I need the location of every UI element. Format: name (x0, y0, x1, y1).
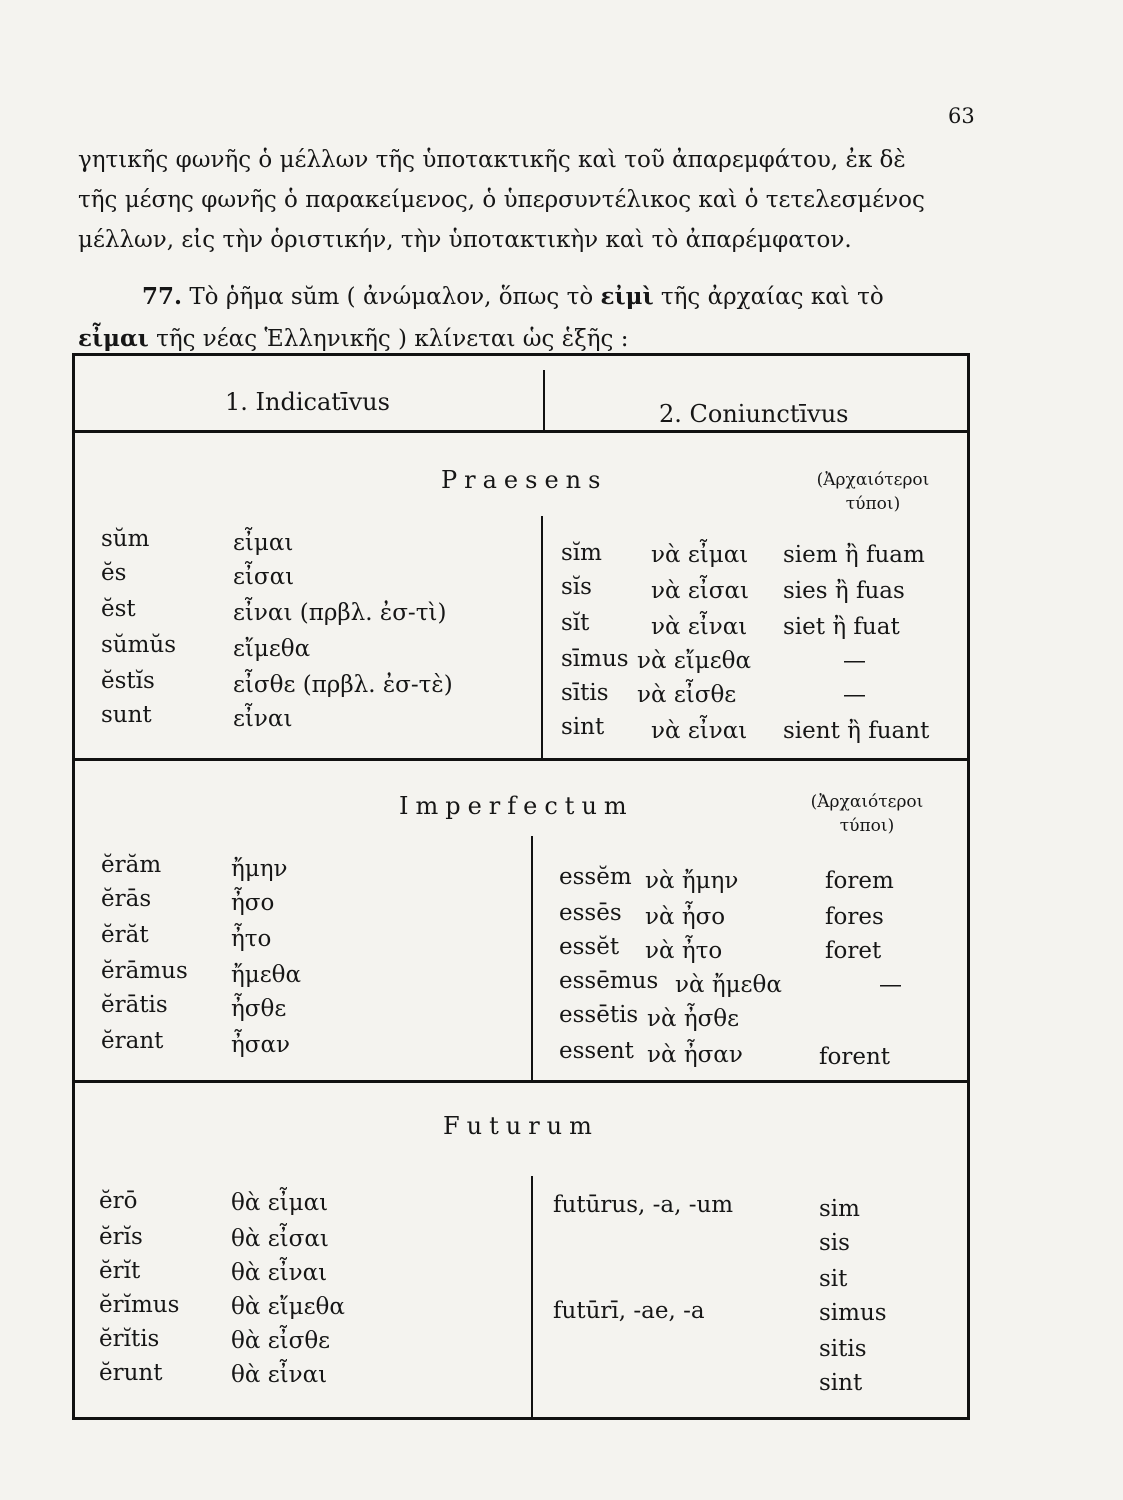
archaic-form: — (843, 682, 866, 708)
note-line: (Ἀρχαιότεροι (816, 470, 930, 490)
archaic-form: sient ἢ fuant (783, 718, 930, 744)
greek-form: ἤμην (231, 856, 288, 882)
greek-form: εἶμαι (233, 530, 294, 556)
header-indicativus: 1. Indicatīvus (225, 388, 390, 416)
bold-term: εἰμὶ (600, 283, 654, 310)
greek-form: θὰ εἶσθε (231, 1328, 331, 1354)
greek-form: ἦσθε (231, 996, 287, 1022)
section-number: 77. (142, 283, 183, 310)
latin-form: ĕrant (101, 1028, 164, 1054)
latin-form: ĕrĭt (99, 1258, 141, 1284)
latin-form: essēmus (559, 968, 659, 994)
archaic-note (793, 468, 953, 516)
latin-form: sĭt (561, 610, 590, 636)
greek-form: θὰ εἶσαι (231, 1226, 329, 1252)
archaic-form: siem ἢ fuam (783, 542, 925, 568)
section-text: Τὸ ῥῆμα sŭm ( ἀνώμαλον, ὅπως τὸ (182, 284, 601, 310)
latin-form: ĕrāmus (101, 958, 188, 984)
latin-form: ĕrĭs (99, 1224, 143, 1250)
greek-form: νὰ εἴμεθα (637, 648, 752, 674)
archaic-form: siet ἢ fuat (783, 614, 900, 640)
note-line: τύποι) (845, 494, 901, 514)
latin-form: essent (559, 1038, 634, 1064)
section-text: τῆς ἀρχαίας καὶ τὸ (653, 284, 884, 310)
greek-form: νὰ ἤμεθα (675, 972, 782, 998)
greek-form: εἶναι (πρβλ. ἐσ-τὶ) (233, 600, 447, 626)
archaic-form: — (879, 972, 902, 998)
latin-form: sīmus (561, 646, 629, 672)
greek-form: νὰ ἤμην (645, 868, 739, 894)
greek-form: εἴμεθα (233, 636, 311, 662)
greek-form: εἶσθε (πρβλ. ἐσ-τὲ) (233, 672, 453, 698)
table-rule (75, 430, 967, 433)
latin-form: ĕstĭs (101, 668, 155, 694)
auxiliary-form: sint (819, 1370, 863, 1396)
latin-form: essēs (559, 900, 622, 926)
greek-form: ἦσο (231, 890, 275, 916)
archaic-note (787, 790, 947, 838)
section-text: τῆς νέας Ἑλληνικῆς ) κλίνεται ὡς ἑξῆς : (148, 326, 629, 352)
section-77-line-2 (78, 325, 978, 352)
auxiliary-form: simus (819, 1300, 887, 1326)
latin-form: essĕm (559, 864, 632, 890)
archaic-form: sies ἢ fuas (783, 578, 905, 604)
section-praesens: Praesens (441, 466, 608, 494)
latin-form: sŭmŭs (101, 632, 177, 658)
greek-form: ἦσαν (231, 1032, 290, 1058)
archaic-form: — (843, 648, 866, 674)
latin-form: essētis (559, 1002, 639, 1028)
participle-form: futūrus, -a, -um (553, 1192, 734, 1218)
latin-form: ĕrăt (101, 922, 149, 948)
greek-form: νὰ εἶναι (651, 614, 748, 640)
latin-form: sint (561, 714, 605, 740)
greek-form: ἦτο (231, 926, 272, 952)
greek-form: εἶναι (233, 706, 293, 732)
greek-form: νὰ ἦσθε (647, 1006, 740, 1032)
column-divider (531, 836, 533, 1080)
section-imperfectum: Imperfectum (399, 792, 634, 820)
conjugation-table (72, 353, 970, 1420)
greek-form: νὰ ἦσαν (647, 1042, 743, 1068)
latin-form: sītis (561, 680, 609, 706)
header-coniunctivus: 2. Coniunctīvus (659, 400, 849, 428)
greek-form: νὰ ἦσο (645, 904, 726, 930)
greek-form: νὰ εἶναι (651, 718, 748, 744)
archaic-form: forent (819, 1044, 891, 1070)
latin-form: sĭm (561, 540, 602, 566)
latin-form: ĕrĭmus (99, 1292, 180, 1318)
auxiliary-form: sis (819, 1230, 850, 1256)
greek-form: νὰ εἶσθε (637, 682, 737, 708)
latin-form: ĕrātis (101, 992, 168, 1018)
latin-form: ĕst (101, 596, 136, 622)
table-rule (75, 758, 967, 761)
greek-form: θὰ εἶμαι (231, 1190, 329, 1216)
intro-line: γητικῆς φωνῆς ὁ μέλλων τῆς ὑποτακτικῆς καὶ τοῦ ἀπαρεμφάτου, ἐκ δὲ (78, 147, 906, 173)
greek-form: θὰ εἴμεθα (231, 1294, 345, 1320)
latin-form: sŭm (101, 526, 150, 552)
column-divider (531, 1176, 533, 1418)
latin-form: ĕrĭtis (99, 1326, 160, 1352)
latin-form: ĕrăm (101, 852, 162, 878)
archaic-form: foret (825, 938, 882, 964)
latin-form: essĕt (559, 934, 620, 960)
column-divider (541, 516, 543, 758)
table-rule (75, 1080, 967, 1083)
participle-form: futūrī, -ae, -a (553, 1298, 705, 1324)
note-line: (Ἀρχαιότεροι (810, 792, 924, 812)
archaic-form: fores (825, 904, 884, 930)
auxiliary-form: sim (819, 1196, 860, 1222)
greek-form: ἤμεθα (231, 962, 302, 988)
intro-paragraph (78, 140, 978, 260)
latin-form: sunt (101, 702, 152, 728)
intro-line: μέλλων, εἰς τὴν ὁριστικήν, τὴν ὑποτακτικὴν καὶ τὸ ἀπαρέμφατον. (78, 227, 852, 253)
latin-form: ĕrās (101, 886, 152, 912)
latin-form: ĕrō (99, 1188, 138, 1214)
latin-form: ĕrunt (99, 1360, 163, 1386)
greek-form: θὰ εἶναι (231, 1362, 328, 1388)
section-77-line-1 (78, 283, 978, 310)
column-divider (543, 370, 545, 430)
bold-term: εἶμαι (78, 325, 149, 352)
greek-form: νὰ εἶσαι (651, 578, 750, 604)
note-line: τύποι) (839, 816, 895, 836)
auxiliary-form: sit (819, 1266, 848, 1292)
latin-form: sĭs (561, 574, 592, 600)
greek-form: νὰ εἶμαι (651, 542, 749, 568)
greek-form: θὰ εἶναι (231, 1260, 328, 1286)
latin-form: ĕs (101, 560, 127, 586)
intro-line: τῆς μέσης φωνῆς ὁ παρακείμενος, ὁ ὑπερσυντέλικος καὶ ὁ τετελεσμένος (78, 187, 925, 213)
page-number: 63 (948, 104, 975, 128)
auxiliary-form: sitis (819, 1336, 867, 1362)
archaic-form: forem (825, 868, 894, 894)
greek-form: εἶσαι (233, 564, 295, 590)
greek-form: νὰ ἦτο (645, 938, 723, 964)
section-futurum: Futurum (443, 1112, 599, 1140)
